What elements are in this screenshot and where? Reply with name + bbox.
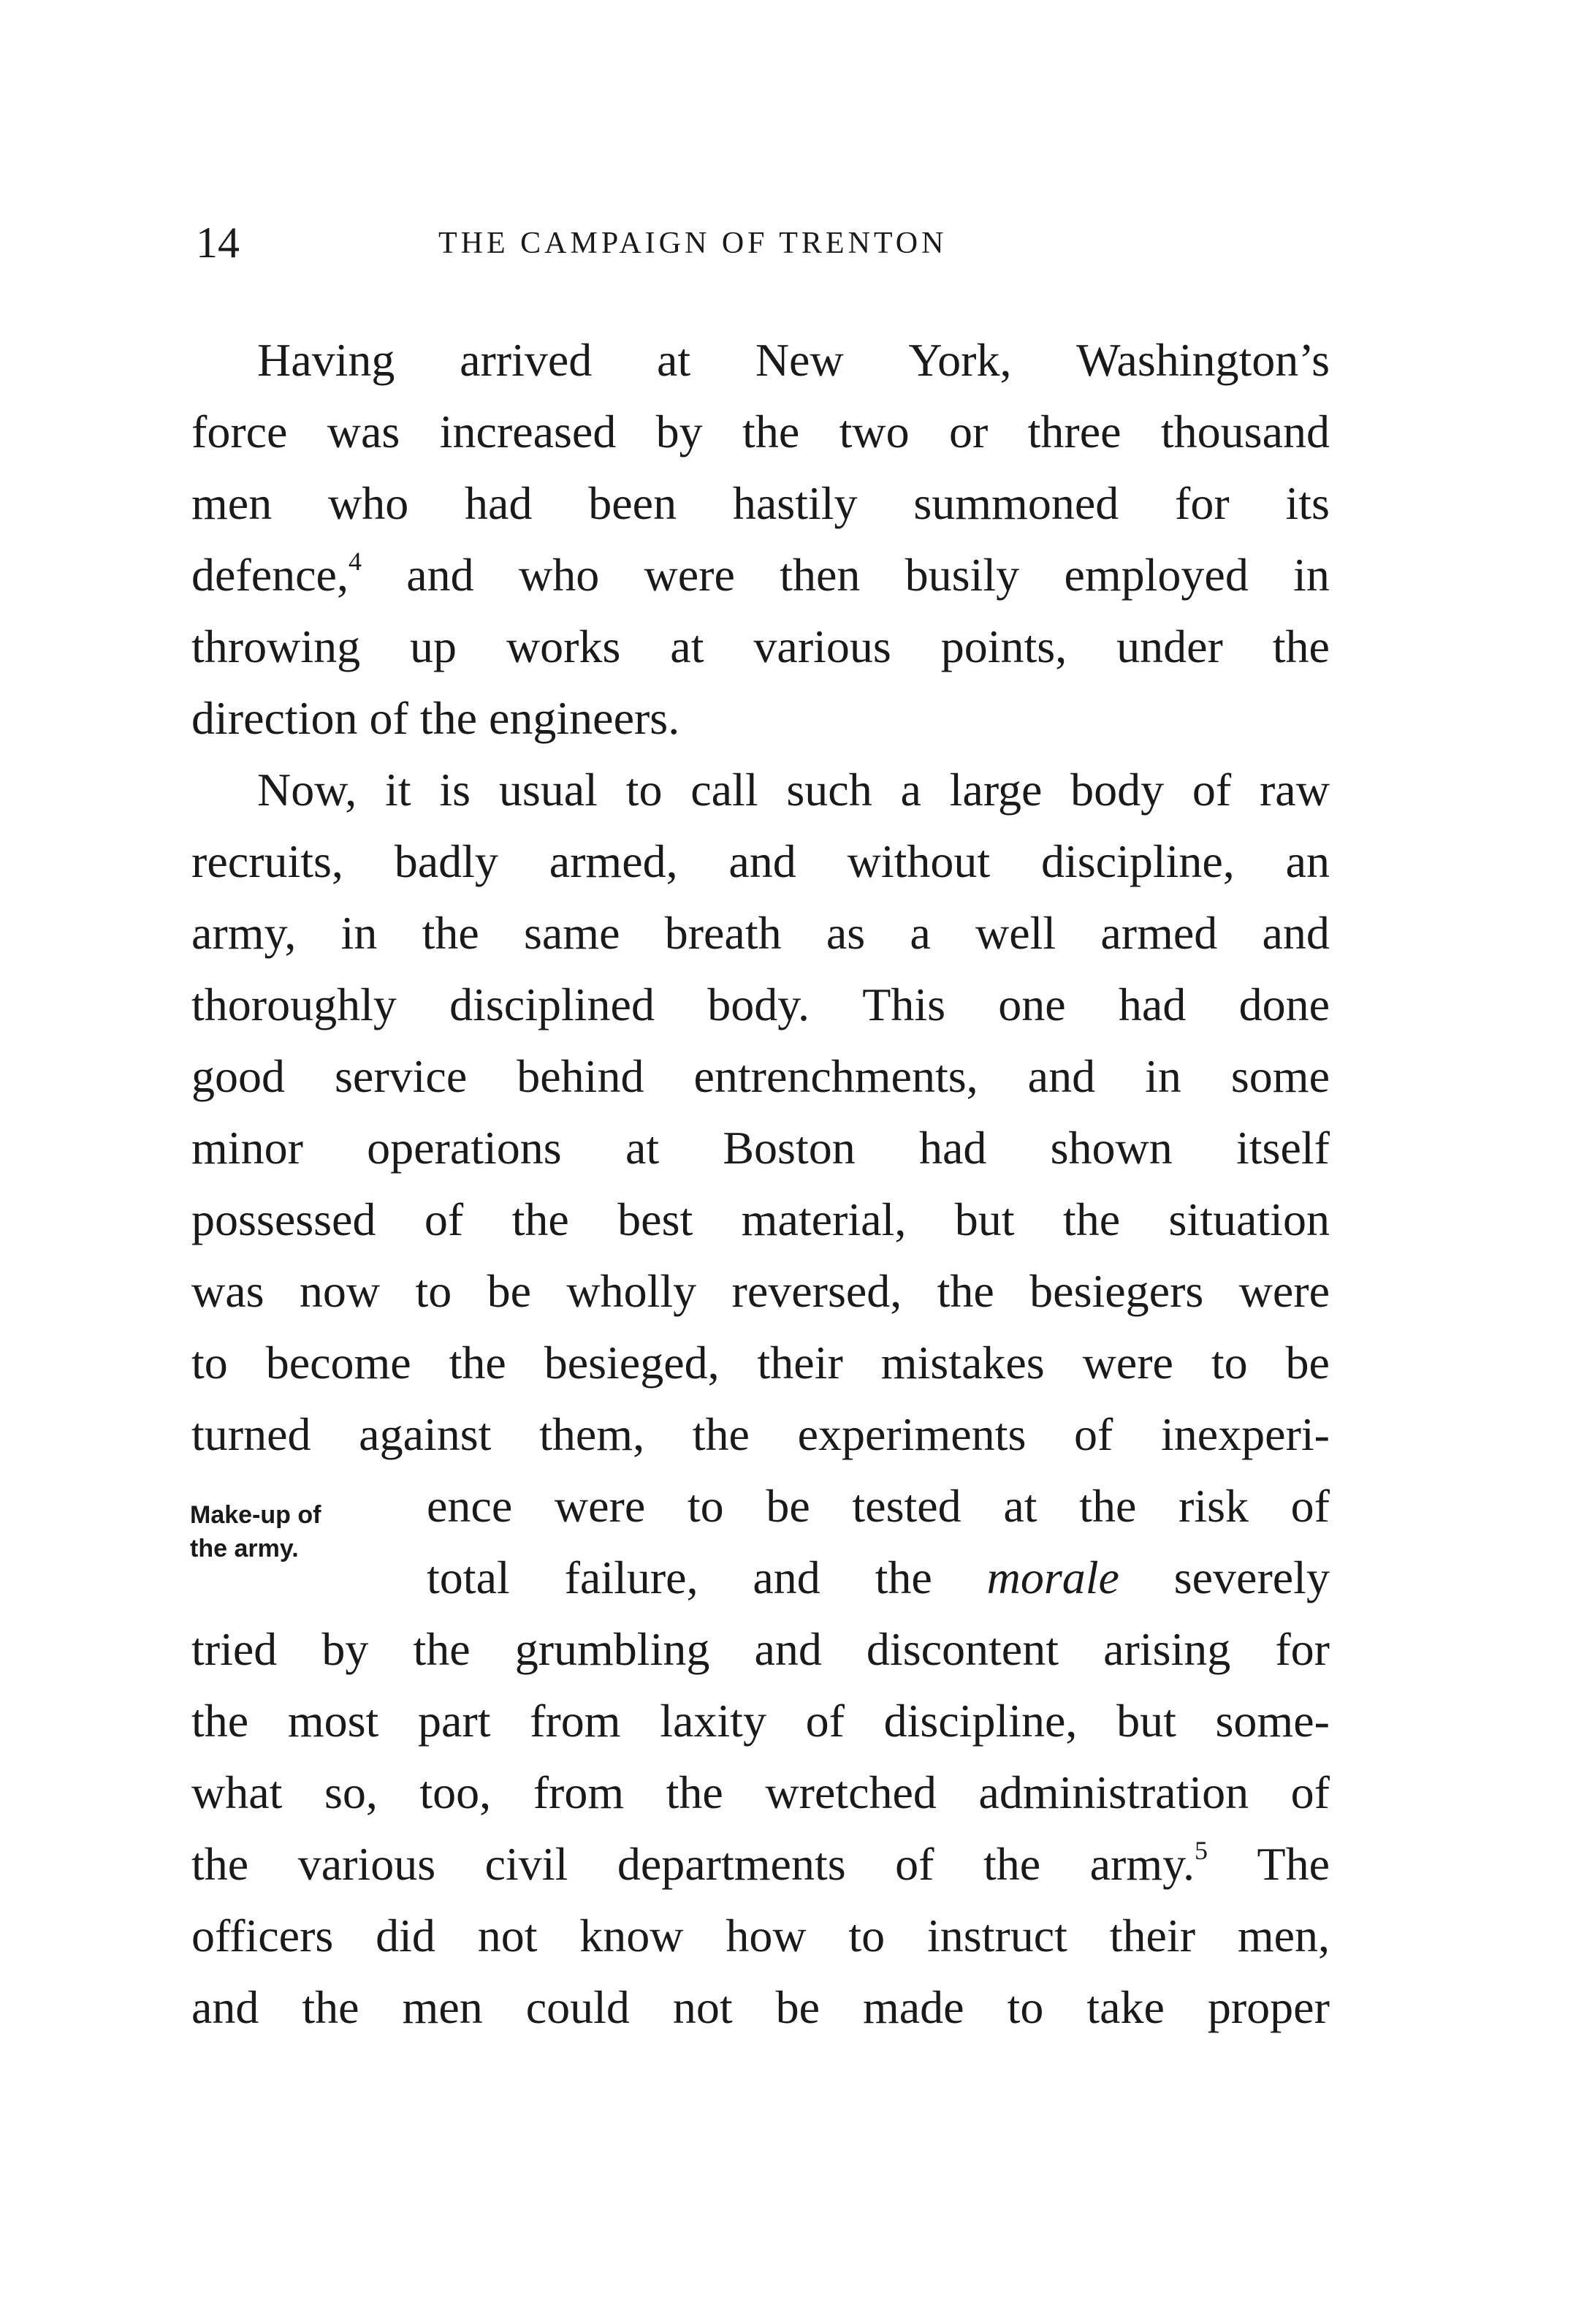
footnote-ref: 4 [348,546,362,576]
text-line: total failure, and the morale severely [191,1542,1330,1614]
text-line: defence,$^4$ and who were then busily employed in [191,546,1330,601]
italic-word: morale [986,1552,1119,1603]
text-line: men who had been hastily summoned for its [191,477,1330,529]
text-line: and the men could not be made to take proper [191,1981,1330,2033]
text-line: Having arrived at New York, Washington’s [257,334,1330,386]
text-line: the most part from laxity of discipline, but some- [191,1695,1330,1747]
text-line: recruits, badly armed, and without discipline, an [191,835,1330,887]
body-text [191,324,1330,2043]
text-line: throwing up works at various points, under the [191,620,1330,672]
text-line: to become the besieged, their mistakes were to be [191,1337,1330,1389]
running-title: THE CAMPAIGN OF TRENTON [438,227,948,260]
page-header [196,213,1336,272]
text-line: good service behind entrenchments, and in some [191,1050,1330,1102]
text-line: what so, too, from the wretched administration of [191,1766,1330,1818]
text-line: was now to be wholly reversed, the besiegers were [191,1265,1330,1317]
margin-note-line: Make-up of [190,1501,321,1529]
text-line: ence were to be tested at the risk of [427,1480,1330,1532]
text-line: turned against them, the experiments of inexperi- [191,1408,1330,1460]
margin-note-line: the army. [190,1535,299,1562]
text-line: force was increased by the two or three thousand [191,406,1330,457]
text-line: possessed of the best material, but the situation [191,1193,1330,1245]
footnote-ref: 5 [1194,1835,1208,1865]
text-line: tried by the grumbling and discontent arising for [191,1623,1330,1675]
text-line: thoroughly disciplined body. This one had done [191,979,1330,1030]
text-line: minor operations at Boston had shown itself [191,1122,1330,1174]
text-line: direction of the engineers. [191,692,680,744]
text-line: officers did not know how to instruct their men, [191,1910,1330,1962]
text-line: Now, it is usual to call such a large body of raw [257,764,1330,816]
page-number: 14 [196,219,240,267]
text-line: the various civil departments of the army.$^5$ The [191,1835,1330,1890]
text-line: army, in the same breath as a well armed and [191,907,1330,959]
